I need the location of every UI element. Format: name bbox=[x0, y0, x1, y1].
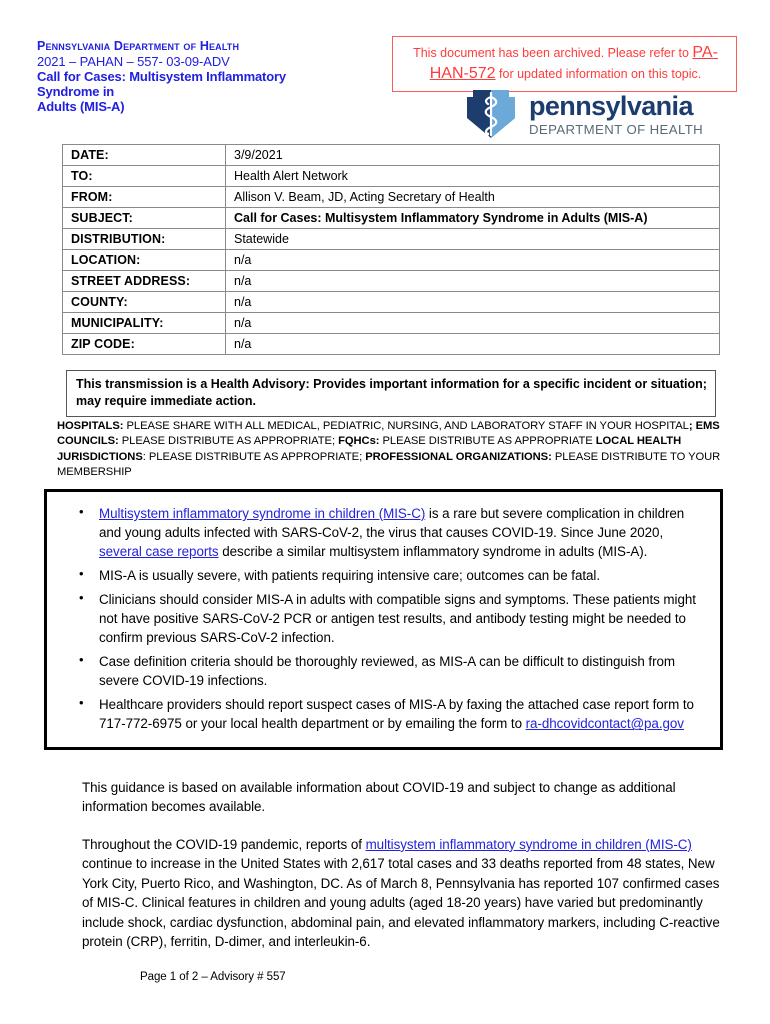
distribution-audience-label: LOCAL HEALTH JURISDICTIONS bbox=[57, 435, 682, 463]
distribution-audience-label: HOSPITALS: bbox=[57, 420, 124, 432]
list-item bbox=[99, 695, 706, 733]
paragraph-text: describe a similar multisystem inflammatory syndrome in adults (MIS-A). bbox=[218, 544, 648, 560]
paragraph-text: Healthcare providers should report suspect cases of MIS-A by faxing the attached case report form to 717-772-6975 or your local health department or by emailing the form to bbox=[99, 697, 694, 732]
distribution-text: PLEASE DISTRIBUTE AS APPROPRIATE bbox=[379, 435, 596, 448]
table-row bbox=[63, 208, 720, 229]
info-row-value: Health Alert Network bbox=[226, 166, 720, 187]
info-row-value: Allison V. Beam, JD, Acting Secretary of Health bbox=[226, 187, 720, 208]
distribution-audience-label: PROFESSIONAL ORGANIZATIONS: bbox=[365, 450, 552, 463]
list-item bbox=[99, 590, 706, 647]
header-title-block bbox=[37, 39, 397, 114]
body-paragraphs bbox=[82, 778, 722, 952]
info-row-value: n/a bbox=[226, 250, 720, 271]
info-row-label: DATE: bbox=[63, 145, 226, 166]
table-row bbox=[63, 187, 720, 208]
info-row-value: 3/9/2021 bbox=[226, 145, 720, 166]
advisory-info-table-body bbox=[63, 145, 720, 355]
info-row-label: SUBJECT: bbox=[63, 208, 226, 229]
logo-wordmark-block bbox=[529, 91, 703, 136]
table-row bbox=[63, 271, 720, 292]
advisory-info-table bbox=[62, 144, 720, 355]
pennsylvania-doh-logo bbox=[462, 88, 703, 140]
reference-link[interactable]: several case reports bbox=[99, 544, 219, 560]
paragraph-text: This guidance is based on available information about COVID-19 and subject to change as additional information becomes available. bbox=[82, 780, 676, 815]
distribution-text: PLEASE DISTRIBUTE TO YOUR MEMBERSHIP bbox=[57, 450, 721, 479]
reference-link[interactable]: ra-dhcovidcontact@pa.gov bbox=[525, 716, 684, 732]
table-row bbox=[63, 292, 720, 313]
table-row bbox=[63, 334, 720, 355]
archived-notice-text-after: for updated information on this topic. bbox=[495, 67, 702, 82]
info-row-label: STREET ADDRESS: bbox=[63, 271, 226, 292]
info-row-value: Call for Cases: Multisystem Inflammatory Syndrome in Adults (MIS-A) bbox=[226, 208, 720, 229]
body-paragraph bbox=[82, 835, 722, 952]
table-row bbox=[63, 145, 720, 166]
key-points-list bbox=[61, 504, 706, 733]
info-row-value: n/a bbox=[226, 334, 720, 355]
table-row bbox=[63, 313, 720, 334]
list-item bbox=[99, 652, 706, 690]
table-row bbox=[63, 250, 720, 271]
paragraph-text: Throughout the COVID-19 pandemic, reports of bbox=[82, 836, 366, 852]
paragraph-text: Case definition criteria should be thoroughly reviewed, as MIS-A can be difficult to distinguish from severe COVID-19 infections. bbox=[99, 654, 676, 689]
document-header bbox=[0, 0, 770, 148]
pa-han-572-link[interactable]: PA-HAN-572 bbox=[429, 44, 718, 83]
info-row-label: COUNTY: bbox=[63, 292, 226, 313]
page-footer: Page 1 of 2 – Advisory # 557 bbox=[140, 971, 286, 983]
distribution-audience-label: FQHCs: bbox=[338, 435, 380, 448]
body-paragraph bbox=[82, 778, 722, 817]
table-row bbox=[63, 166, 720, 187]
info-row-label: FROM: bbox=[63, 187, 226, 208]
table-row bbox=[63, 229, 720, 250]
paragraph-text: MIS-A is usually severe, with patients requiring intensive care; outcomes can be fatal. bbox=[99, 568, 601, 584]
list-item bbox=[99, 504, 706, 561]
reference-link[interactable]: multisystem inflammatory syndrome in children (MIS-C) bbox=[365, 836, 692, 852]
info-row-value: n/a bbox=[226, 292, 720, 313]
distribution-text: : PLEASE DISTRIBUTE AS APPROPRIATE; bbox=[142, 450, 366, 463]
logo-wordmark: pennsylvania bbox=[529, 91, 693, 122]
list-item bbox=[99, 566, 706, 585]
paragraph-text: continue to increase in the United States with 2,617 total cases and 33 deaths reported from 48 states, New York City, Puerto Rico, and Washington, DC. As of March 8, Pennsylvania has reported 107 confirmed cases of MIS-C. Clinical features in children and young adults (aged 18-20 years) have varied but predominantly include shock, cardiac dysfunction, abdominal pain, and elevated inflammatory markers, including C-reactive protein (CRP), ferritin, D-dimer, and interleukin-6. bbox=[82, 856, 720, 950]
health-advisory-banner: This transmission is a Health Advisory: Provides important information for a specific incident or situation; may require immediate action. bbox=[66, 370, 716, 417]
archived-notice-text-before: This document has been archived. Please refer to bbox=[413, 46, 693, 60]
info-row-value: n/a bbox=[226, 313, 720, 334]
logo-sub-wordmark: DEPARTMENT OF HEALTH bbox=[529, 122, 704, 138]
archived-notice bbox=[392, 36, 737, 92]
document-number: 2021 – PAHAN – 557- 03-09-ADV bbox=[37, 53, 230, 69]
info-row-label: TO: bbox=[63, 166, 226, 187]
agency-name: Pennsylvania Department of Health bbox=[37, 39, 240, 53]
paragraph-text: Clinicians should consider MIS-A in adults with compatible signs and symptoms. These patients might not have positive SARS-CoV-2 PCR or antigen test results, and antibody testing might be needed to confirm previous SARS-CoV-2 infection. bbox=[99, 592, 696, 646]
distribution-text: PLEASE SHARE WITH ALL MEDICAL, PEDIATRIC, NURSING, AND LABORATORY STAFF IN YOUR HOSPITAL bbox=[123, 420, 689, 432]
distribution-audience-label: ; EMS COUNCILS: bbox=[57, 420, 720, 448]
page-title-line-2: Syndrome in bbox=[37, 84, 115, 100]
key-points-box bbox=[44, 489, 723, 750]
info-row-value: Statewide bbox=[226, 229, 720, 250]
paragraph-text: is a rare but severe complication in children and young adults infected with SARS-CoV-2, the virus that causes COVID-19. Since June 2020, bbox=[99, 506, 685, 541]
distribution-instructions bbox=[57, 419, 721, 481]
info-row-label: LOCATION: bbox=[63, 250, 226, 271]
reference-link[interactable]: Multisystem inflammatory syndrome in children (MIS-C) bbox=[99, 506, 426, 521]
distribution-text: PLEASE DISTRIBUTE AS APPROPRIATE; bbox=[118, 435, 339, 448]
info-row-label: DISTRIBUTION: bbox=[63, 229, 226, 250]
page-title-line-3: Adults (MIS-A) bbox=[37, 99, 125, 115]
pa-keystone-caduceus-icon bbox=[462, 88, 520, 140]
page-title-line-1: Call for Cases: Multisystem Inflammatory bbox=[37, 68, 287, 84]
info-row-label: ZIP CODE: bbox=[63, 334, 226, 355]
info-row-value: n/a bbox=[226, 271, 720, 292]
info-row-label: MUNICIPALITY: bbox=[63, 313, 226, 334]
